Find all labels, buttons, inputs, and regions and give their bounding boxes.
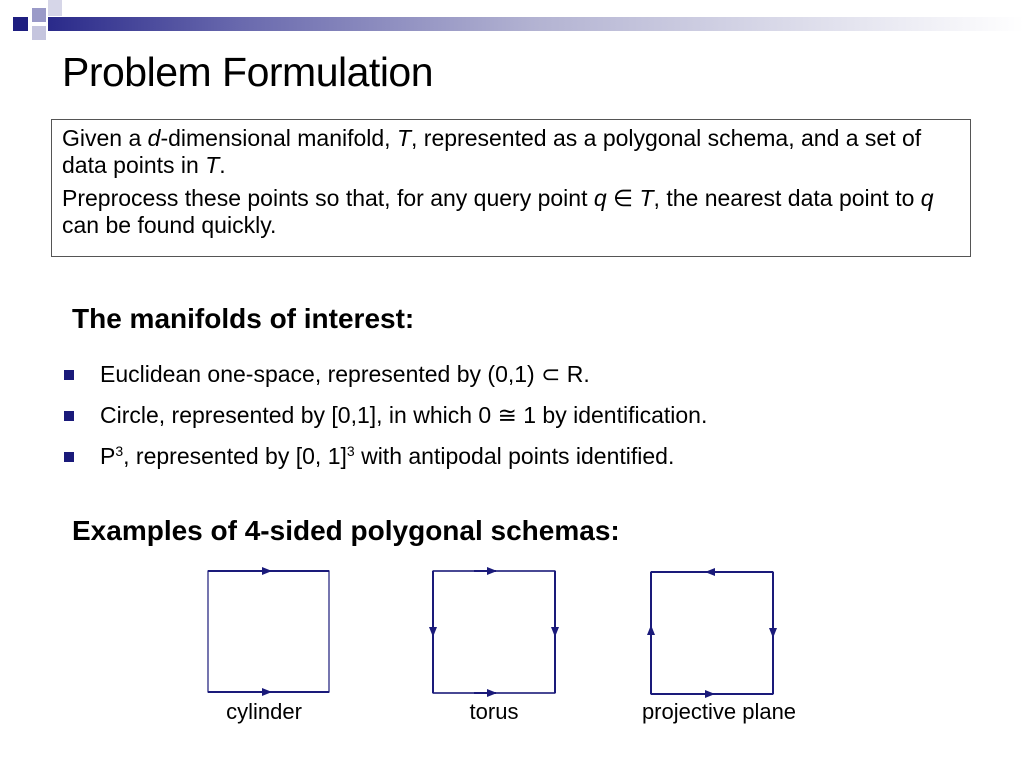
cylinder-schema	[208, 571, 329, 692]
header-gradient-bar	[48, 17, 1024, 31]
torus-caption: torus	[469, 699, 519, 724]
square-bullet-icon	[64, 452, 74, 462]
list-item: Euclidean one-space, represented by (0,1) ⊂ R.	[64, 354, 707, 395]
torus-schema	[433, 571, 555, 693]
manifold-list	[64, 354, 707, 477]
projective-plane-caption: projective plane	[641, 699, 797, 724]
statement-paragraph-2: Preprocess these points so that, for any query point q ∈ T, the nearest data point to q can be found quickly.	[62, 185, 934, 238]
projective-plane-schema	[651, 572, 773, 694]
polygonal-schemas-diagram	[0, 560, 1024, 700]
list-item: Circle, represented by [0,1], in which 0 ≅ 1 by identification.	[64, 395, 707, 436]
cylinder-caption: cylinder	[226, 699, 302, 724]
slide-title: Problem Formulation	[62, 49, 434, 95]
problem-statement-box	[51, 119, 971, 257]
manifolds-heading: The manifolds of interest:	[72, 303, 415, 334]
examples-heading: Examples of 4-sided polygonal schemas:	[72, 515, 620, 546]
square-bullet-icon	[64, 370, 74, 380]
statement-paragraph-1: Given a d-dimensional manifold, T, represented as a polygonal schema, and a set of data points in T.	[62, 125, 922, 178]
square-bullet-icon	[64, 411, 74, 421]
list-item: $P^3$, represented by [0, 1]$^3$ with antipodal points identified.	[64, 436, 707, 477]
